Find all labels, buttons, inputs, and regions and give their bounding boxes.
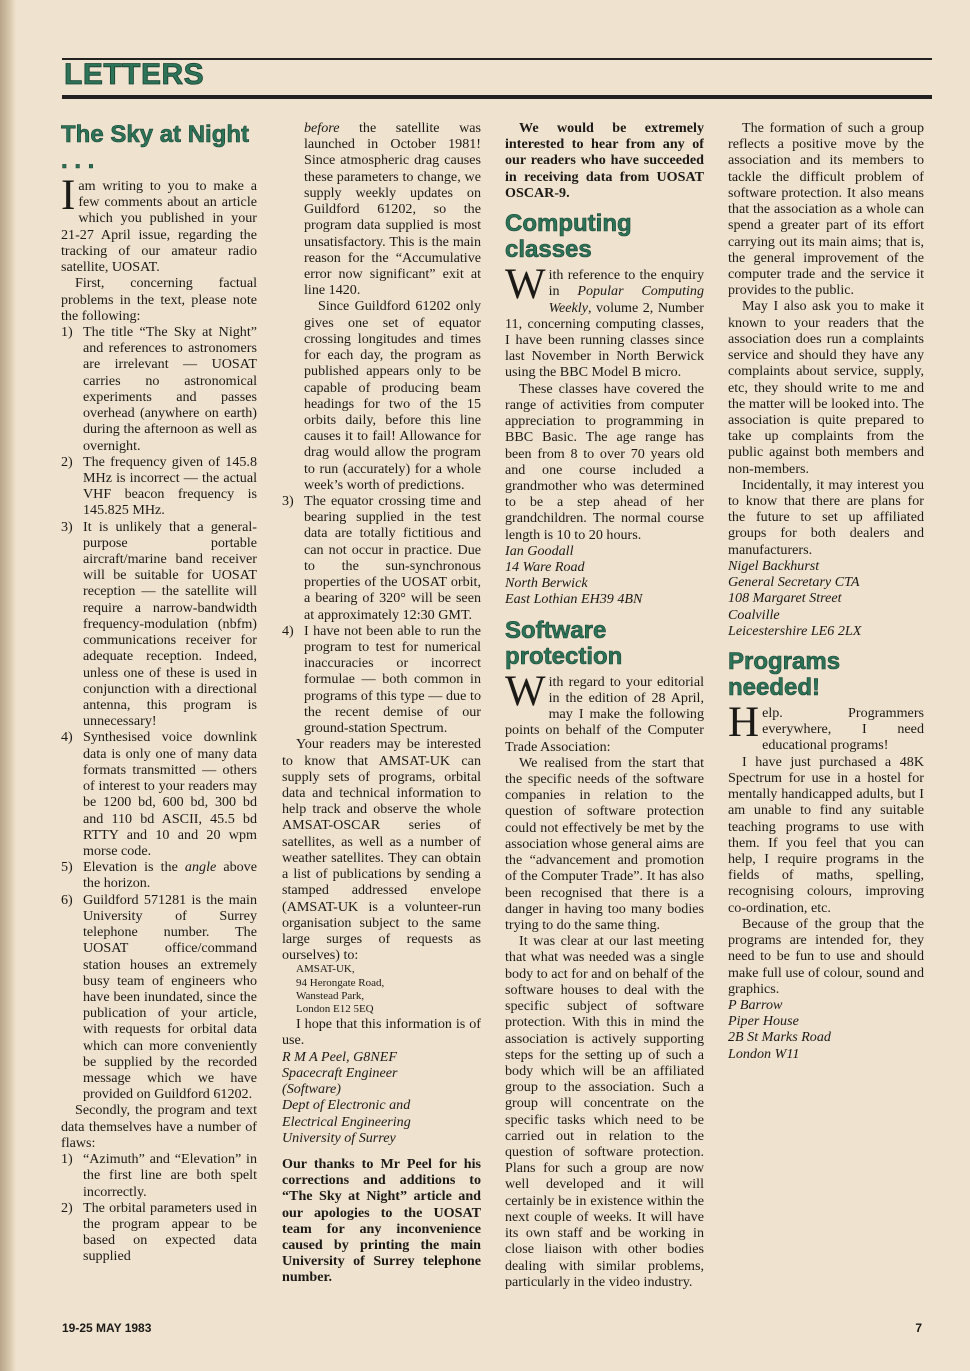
- editor-note: Our thanks to Mr Peel for his corrections and additions to “The Sky at Night” article and our apologies to the UOSAT team for any inconvenience caused by printing the main University of Surrey telephone number.: [282, 1155, 481, 1286]
- list-item: 5 ) Elevation is the angle above the horizon.: [61, 859, 257, 891]
- list-item: Since Guildford 61202 only gives one set of equator crossing longitudes and times for each day, the program as published appears only to be capable of producing beam headings for two of the 15 orbits daily, before this line causes it to fail! Allowance for drag would allow the program to run (accurately) for a whole week’s worth of predictions.: [304, 298, 481, 493]
- list-item: 4 ) I have not been able to run the program to test for numerical inaccuracies or incorrect formulae — both common in programs of this type — due to the recent demise of our ground-station Spectrum.: [282, 623, 481, 737]
- signature-line: London W11: [728, 1045, 800, 1062]
- column-2: [282, 120, 481, 1310]
- list-item: before the satellite was launched in October 1981! Since atmospheric drag causes these parameters to change, we supply weekly updates on Guildford 61202, so the program data supplied is most unsatisfactory. This is the main reason for the “Accumulative error now significant” exit at line 1420.: [304, 120, 481, 299]
- signature-line: P Barrow: [728, 996, 783, 1013]
- page-number: 7: [915, 1321, 922, 1335]
- list-item: 3 ) It is unlikely that a general-purpose portable aircraft/marine band receiver will be suitable for UOSAT reception — the satellite will require a narrow-bandwidth frequency-modulation (nbfm) communications receiver for adequate reception. Indeed, unless one of these is used in conjunction with a directional antenna, this program is unnecessary!: [61, 519, 257, 730]
- dropcap: I: [61, 172, 76, 219]
- letter1-intro: I am writing to you to make a few comments about an article which you published in your 21-27 April issue, regarding the tracking of our amateur radio satellite, UOSAT.: [61, 172, 257, 276]
- letter3-para5: May I also ask you to make it known to your readers that the association does run a complaints service and should they have any complaints about service, supply, etc, they should write to me and the matter will be looked into. The association is quite prepared to take up complaints from the public against both members and non-members.: [728, 298, 924, 477]
- letter3-para2: We realised from the start that the specific needs of the software companies in relation to the question of software protection could not effectively be met by the association whose general aims are the “advancement and promotion of the Computer Trade”. It has also been recognised that there is a danger in having too many bodies trying to do the same thing.: [505, 754, 704, 933]
- letter3-para4: The formation of such a group reflects a positive move by the association and its members to tackle the difficult problem of software protection. It also means that the association as a whole can spend a greater part of its effort carrying out its main aims; that is, the general improvement of the computer trade and the service it provides to the public.: [728, 120, 924, 299]
- letter2-intro: With reference to the enquiry in Popular Computing Weekly, volume 2, Number 11, concerning computing classes, I have been running classes since last November in North Berwick using the BBC Model B micro.: [505, 261, 704, 381]
- list-item: 2 ) The frequency given of 145.8 MHz is incorrect — the actual VHF beacon frequency is 145.825 MHz.: [61, 454, 257, 519]
- list-item: 1 ) The title “The Sky at Night” and references to astronomers are irrelevant — UOSAT carries no astronomical experiments and passes overhead (anywhere on earth) during the afternoon as well as overnight.: [61, 324, 257, 454]
- signature-line: General Secretary CTA: [728, 574, 860, 591]
- column-4: [728, 120, 924, 1310]
- signature-line: Coalville: [728, 606, 780, 623]
- list-item: 4 ) Synthesised voice downlink data is only one of many data formats transmitted — others of interest to your readers may be 1200 bd, 600 bd, 300 bd and 110 bd ASCII, 45.5 bd RTTY and 10 and 20 wpm morse code.: [61, 729, 257, 859]
- signature-line: University of Surrey: [282, 1129, 396, 1146]
- letter2-para2: These classes have covered the range of activities from computer appreciation to programming in BBC Basic. The age range has been from 8 to over 70 years old and one course included a grandmother who was determined to be a step ahead of her grandchildren. The normal course length is 10 to 20 hours.: [505, 380, 704, 543]
- address-line: London E12 5EQ: [296, 1002, 374, 1015]
- signature-line: 14 Ware Road: [505, 559, 585, 576]
- signature-line: Spacecraft Engineer: [282, 1064, 398, 1081]
- signature-line: Ian Goodall: [505, 542, 574, 559]
- dropcap: H: [728, 699, 760, 746]
- letter3-intro: With regard to your editorial in the edition of 28 April, may I make the following points on behalf of the Computer Trade Association:: [505, 667, 704, 755]
- headline-sky-at-night: The Sky at Night . . .: [61, 121, 250, 174]
- section-title: LETTERS: [64, 58, 205, 91]
- signature-line: North Berwick: [505, 575, 588, 592]
- dropcap: W: [505, 261, 546, 309]
- column-1: [61, 120, 257, 1310]
- factual-problems-list: [61, 324, 257, 1103]
- letter1-para-second: Secondly, the program and text data themselves have a number of flaws:: [61, 1102, 257, 1151]
- headline-programs-needed: Programs needed!: [728, 648, 841, 701]
- letter3-para3: It was clear at our last meeting that what was needed was a single body to act for and on behalf of the software houses to deal with the specific subject of software protection. With this in mind the association is actively supporting steps for the setting up of such a body which will be an affiliated group to the association. Such a group will concentrate on the specific tasks which need to be carried out in relation to the question of software protection. Plans for such a group are now well developed and it will certainly be in existence within the next couple of weeks. It will have its own staff and be working in close liaison with other bodies dealing with similar problems, particularly in the video industry.: [505, 933, 704, 1290]
- flaws-list-start: [61, 1151, 257, 1265]
- signature-line: R M A Peel, G8NEF: [282, 1048, 397, 1065]
- signature-line: Dept of Electronic and: [282, 1097, 411, 1114]
- letter4-para2: I have just purchased a 48K Spectrum for use in a hostel for mentally handicapped adults, but I am unable to find any suitable teaching programs to use with them. If you feel that you can help, I require programs in the fields of maths, spelling, recognising colours, improving co-ordination, etc.: [728, 753, 924, 916]
- flaws-list-continued: [282, 120, 481, 736]
- footer-date: 19-25 MAY 1983: [62, 1321, 152, 1335]
- list-item: 3 ) The equator crossing time and bearing supplied in the test data are totally fictitious and can not occur in practice. Due to the sun-synchronous properties of the UOSAT orbit, a bearing of 320° will be seen at approximately 12:30 GMT.: [282, 493, 481, 623]
- address-line: 94 Herongate Road,: [296, 976, 385, 989]
- signature-line: (Software): [282, 1081, 341, 1098]
- list-item: 6 ) Guildford 571281 is the main University of Surrey telephone number. The UOSAT office/command station houses an extremely busy team of engineers who have been inundated, since the publication of your article, with requests for orbital data which can more conveniently be supplied by the recorded message which we have provided on Guildford 61202.: [61, 892, 257, 1103]
- signature-line: 2B St Marks Road: [728, 1029, 831, 1046]
- editor-note-2: We would be extremely interested to hear from any of our readers who have succeeded in receiving data from UOSAT OSCAR-9.: [505, 120, 704, 201]
- signature-line: Piper House: [728, 1013, 799, 1030]
- signature-line: East Lothian EH39 4BN: [505, 591, 643, 608]
- dropcap: W: [505, 667, 546, 715]
- letter1-para-first: First, concerning factual problems in the text, please note the following:: [61, 275, 257, 324]
- address-line: AMSAT-UK,: [296, 963, 355, 976]
- signature-line: 108 Margaret Street: [728, 590, 842, 607]
- letter1-para-amsat: Your readers may be interested to know that AMSAT-UK can supply sets of programs, orbital data and technical information to help track and observe the whole AMSAT-OSCAR series of satellites, as well as a number of weather satellites. They can obtain a list of publications by sending a stamped addressed envelope (AMSAT-UK is a volunteer-run organisation subject to the same large surges of requests as ourselves) to:: [282, 736, 481, 964]
- address-line: Wanstead Park,: [296, 989, 365, 1002]
- column-3: [505, 120, 704, 1310]
- signature-line: Nigel Backhurst: [728, 557, 820, 574]
- signature-line: Electrical Engineering: [282, 1113, 411, 1130]
- header-rule: [62, 95, 932, 99]
- headline-software-protection: Software protection: [505, 616, 623, 670]
- letter4-para3: Because of the group that the programs are intended for, they need to be fun to use and should make full use of colour, sound and graphics.: [728, 915, 924, 997]
- headline-computing-classes: Computing classes: [505, 210, 632, 264]
- letter1-para-hope: I hope that this information is of use.: [282, 1016, 481, 1049]
- page-spine-shadow: [0, 0, 16, 1371]
- list-item: 1 ) “Azimuth” and “Elevation” in the first line are both spelt incorrectly.: [61, 1151, 257, 1200]
- letter3-para6: Incidentally, it may interest you to know that there are plans for the future to set up affiliated groups for both dealers and manufacturers.: [728, 476, 924, 558]
- letter4-intro: Help. Programmers everywhere, I need educational programs!: [728, 699, 924, 754]
- signature-line: Leicestershire LE6 2LX: [728, 622, 862, 639]
- list-item: 2 ) The orbital parameters used in the program appear to be based on expected data supplied: [61, 1200, 257, 1265]
